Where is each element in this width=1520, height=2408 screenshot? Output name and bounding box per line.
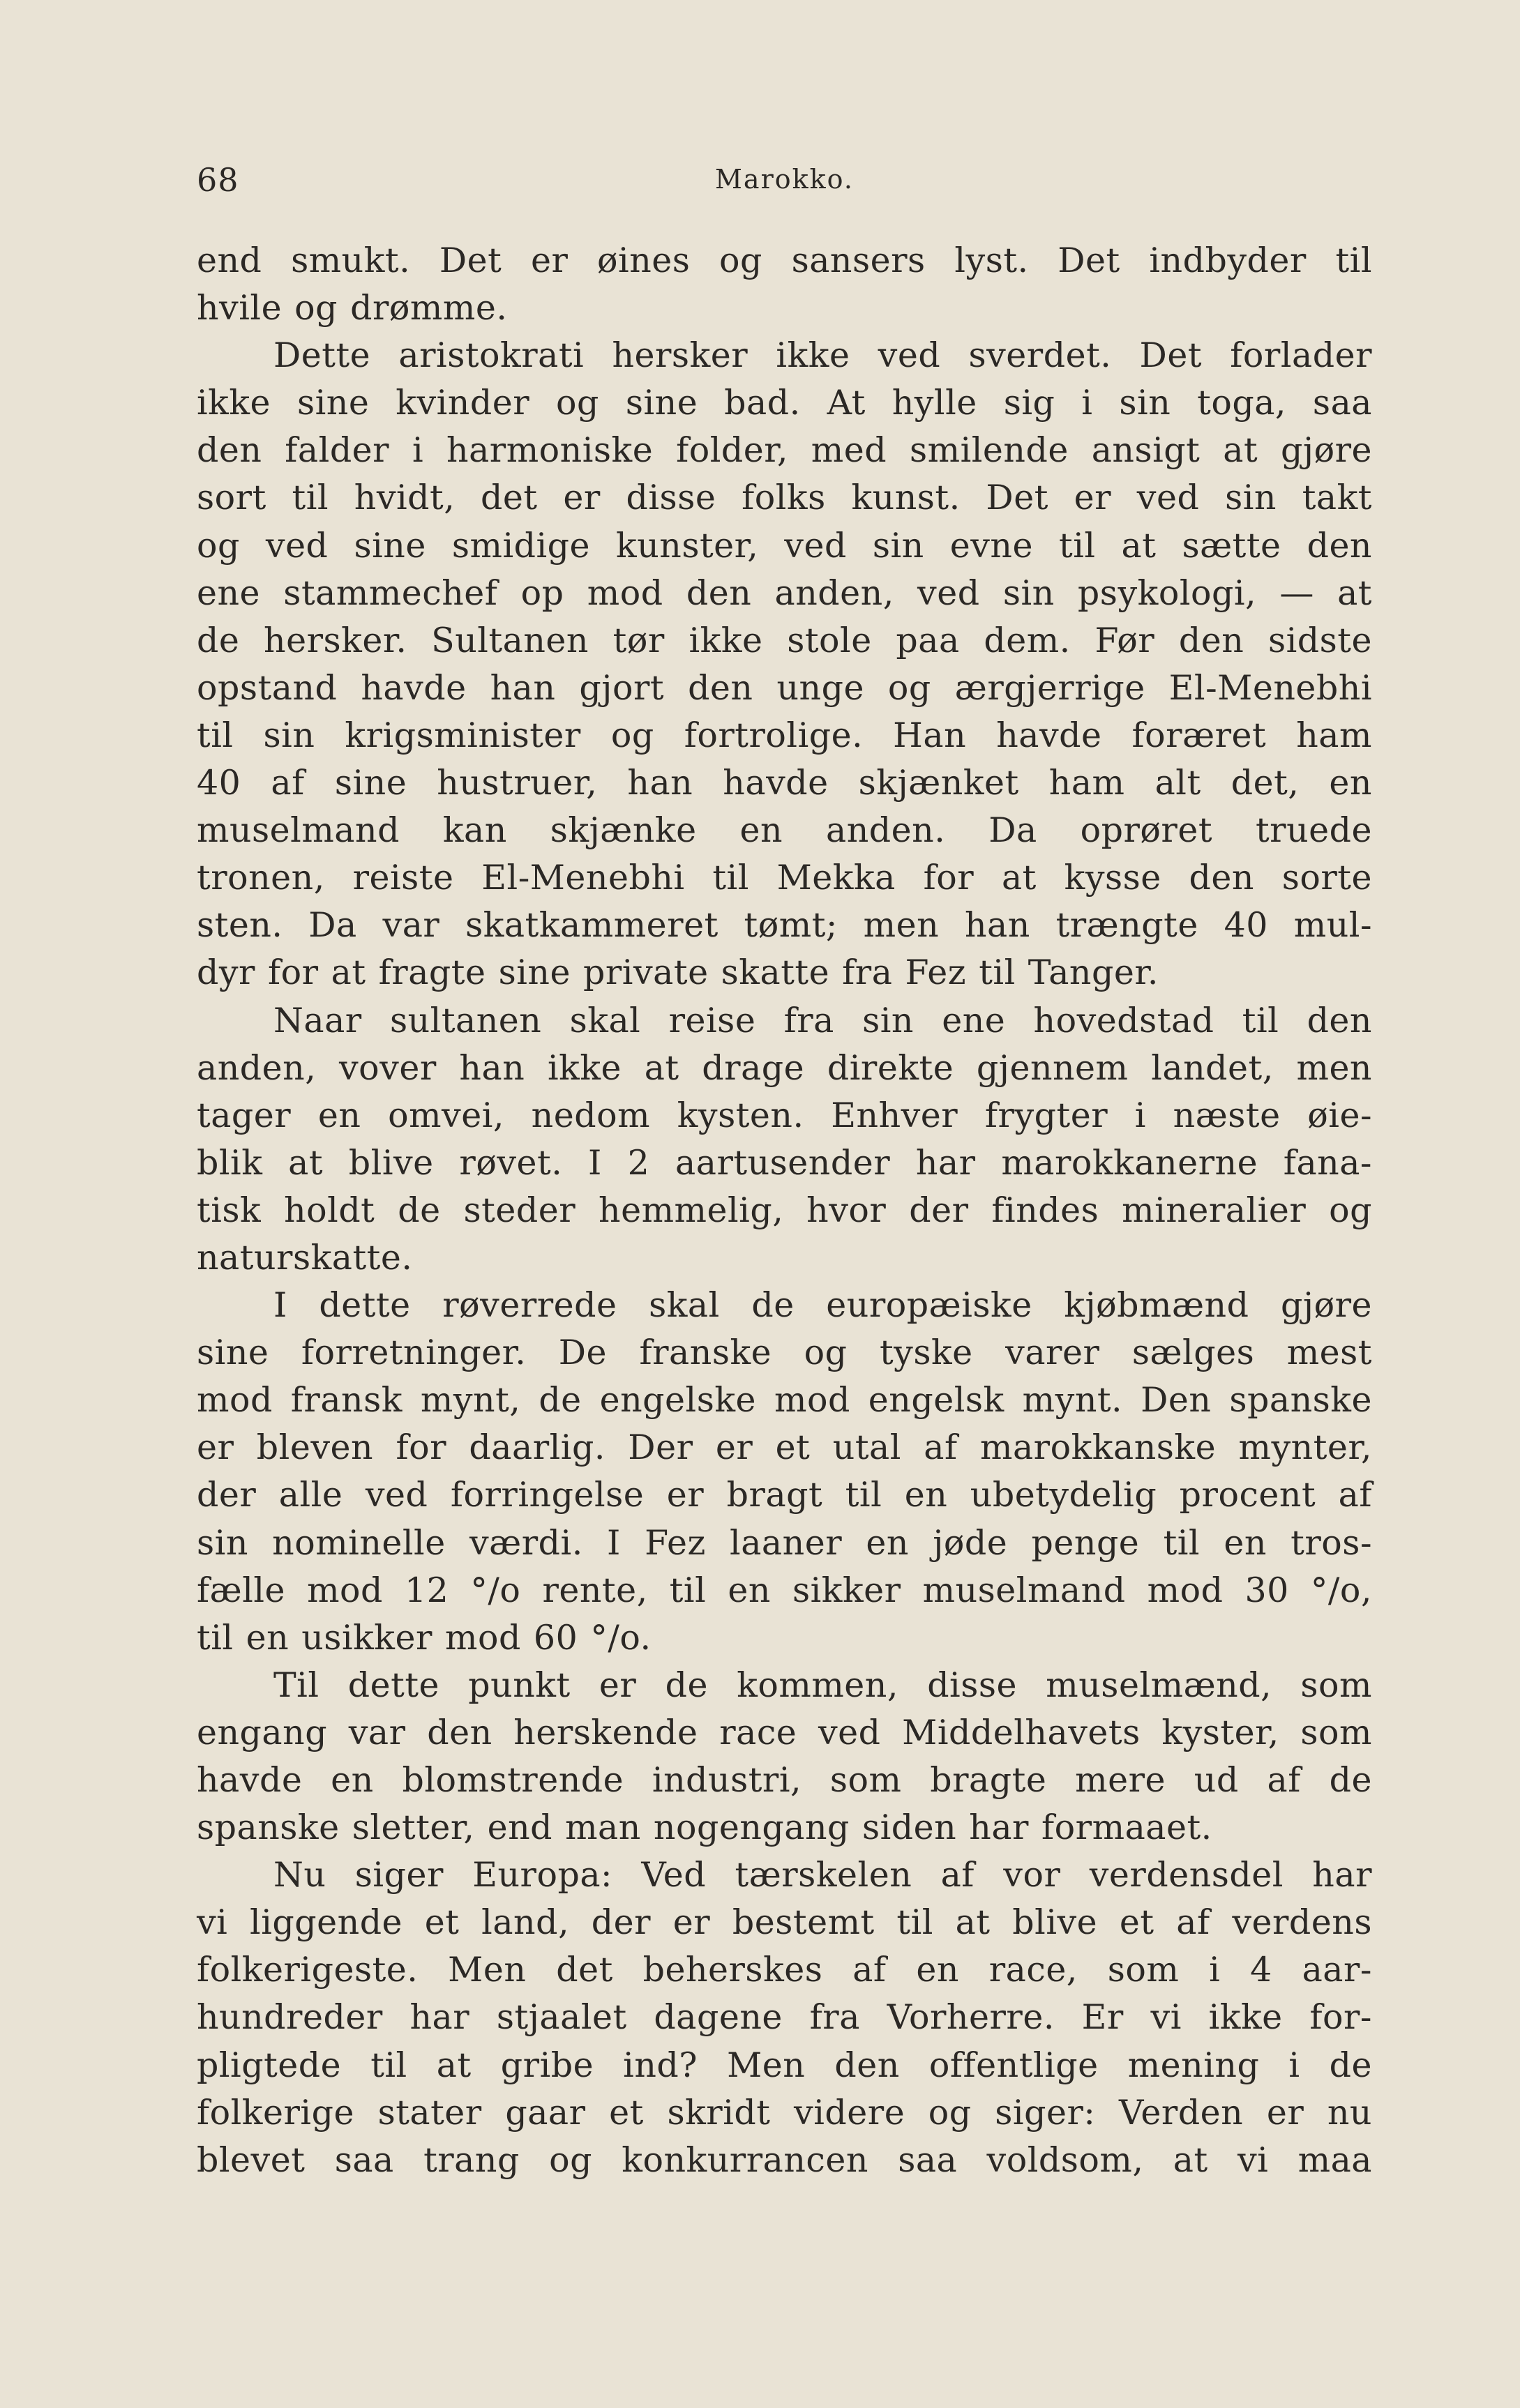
text-line: tronen, reiste El-Menebhi til Mekka for at kysse den sorte [197, 858, 1372, 898]
text-line: spanske sletter, end man nogengang siden har formaaet. [197, 1808, 1212, 1848]
body-text [197, 237, 1372, 2184]
text-line: blik at blive røvet. I 2 aartusender har marokkanerne fana- [197, 1142, 1372, 1183]
text-line: tisk holdt de steder hemmelig, hvor der findes mineralier og [197, 1190, 1372, 1230]
text-line: sten. Da var skatkammeret tømt; men han trængte 40 mul- [197, 905, 1372, 946]
text-line: Til dette punkt er de kommen, disse muselmænd, som [273, 1665, 1372, 1705]
text-line: vi liggende et land, der er bestemt til at blive et af verdens [197, 1902, 1372, 1943]
text-line: mod fransk mynt, de engelske mod engelsk mynt. Den spanske [197, 1380, 1372, 1421]
text-line: blevet saa trang og konkurrancen saa voldsom, at vi maa [197, 2140, 1372, 2180]
text-line: hundreder har stjaalet dagene fra Vorherre. Er vi ikke for- [197, 1997, 1372, 2038]
text-line: ikke sine kvinder og sine bad. At hylle sig i sin toga, saa [197, 383, 1372, 423]
text-line: til en usikker mod 60 °/o. [197, 1617, 652, 1658]
running-title: Marokko. [715, 164, 854, 195]
text-line: og ved sine smidige kunster, ved sin evne til at sætte den [197, 525, 1372, 566]
text-line: engang var den herskende race ved Middelhavets kyster, som [197, 1712, 1372, 1752]
text-line: folkerige stater gaar et skridt videre og siger: Verden er nu [197, 2092, 1372, 2133]
page-number: 68 [197, 161, 239, 199]
text-line: sin nominelle værdi. I Fez laaner en jøde penge til en tros- [197, 1522, 1372, 1563]
text-line: de hersker. Sultanen tør ikke stole paa dem. Før den sidste [197, 620, 1372, 660]
text-line: fælle mod 12 °/o rente, til en sikker muselmand mod 30 °/o, [197, 1570, 1372, 1610]
text-line: pligtede til at gribe ind? Men den offentlige mening i de [197, 2045, 1372, 2085]
text-line: ene stammechef op mod den anden, ved sin psykologi, — at [197, 573, 1372, 613]
text-line: anden, vover han ikke at drage direkte gjennem landet, men [197, 1047, 1372, 1088]
text-line: Dette aristokrati hersker ikke ved sverdet. Det forlader [273, 335, 1372, 376]
text-line: muselmand kan skjænke en anden. Da oprøret truede [197, 810, 1372, 851]
text-line: 40 af sine hustruer, han havde skjænket ham alt det, en [197, 763, 1372, 803]
text-line: I dette røverrede skal de europæiske kjøbmænd gjøre [273, 1285, 1372, 1326]
text-line: naturskatte. [197, 1237, 413, 1278]
text-line: hvile og drømme. [197, 288, 508, 328]
text-line: er bleven for daarlig. Der er et utal af marokkanske mynter, [197, 1428, 1372, 1468]
text-line: den falder i harmoniske folder, med smilende ansigt at gjøre [197, 430, 1372, 471]
text-line: tager en omvei, nedom kysten. Enhver frygter i næste øie- [197, 1095, 1372, 1135]
text-line: til sin krigsminister og fortrolige. Han havde foræret ham [197, 715, 1372, 755]
text-line: havde en blomstrende industri, som bragte mere ud af de [197, 1760, 1372, 1800]
text-line: end smukt. Det er øines og sansers lyst. Det indbyder til [197, 241, 1372, 280]
text-line: folkerigeste. Men det beherskes af en race, som i 4 aar- [197, 1950, 1372, 1990]
page-header [197, 157, 1372, 206]
text-line: sort til hvidt, det er disse folks kunst. Det er ved sin takt [197, 478, 1372, 518]
text-line: opstand havde han gjort den unge og ærgjerrige El-Menebhi [197, 667, 1372, 708]
text-line: sine forretninger. De franske og tyske varer sælges mest [197, 1333, 1372, 1373]
text-line: Naar sultanen skal reise fra sin ene hovedstad til den [273, 1000, 1372, 1040]
text-line: der alle ved forringelse er bragt til en ubetydelig procent af [197, 1475, 1372, 1515]
text-line: Nu siger Europa: Ved tærskelen af vor verdensdel har [273, 1855, 1372, 1895]
text-line: dyr for at fragte sine private skatte fra Fez til Tanger. [197, 953, 1159, 993]
